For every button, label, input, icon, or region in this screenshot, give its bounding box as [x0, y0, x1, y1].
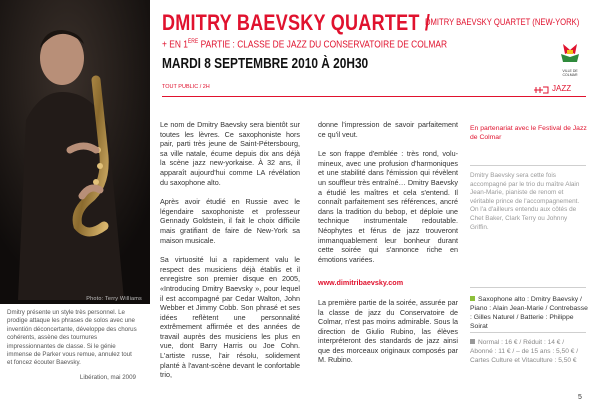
- genre-label: JAZZ: [552, 84, 572, 93]
- sidebar-divider: [470, 332, 586, 333]
- prices-text: Normal : 16 € / Réduit : 14 € / Abonné : 11 € / – de 15 ans : 5,50 € / Cartes Culture et Vitaculture : 5,50 €: [470, 339, 579, 364]
- photo-credit: Photo: Terry Williams: [86, 296, 142, 302]
- first-part-text: PARTIE : CLASSE DE JAZZ DU CONSERVATOIRE DE COLMAR: [198, 39, 448, 51]
- first-part-line: [162, 39, 447, 50]
- concert-date: MARDI 8 SEPTEMBRE 2010 À 20H30: [162, 56, 369, 72]
- band-personnel: [470, 295, 588, 331]
- colmar-logo-text: VILLE DE COLMAR: [562, 69, 578, 77]
- article-column-1: [160, 120, 300, 390]
- article-paragraph: La première partie de la soirée, assurée par la classe de jazz du Conservatoire de Colmar, n'est pas moins admirable. Sous la direction de Giulio Rubino, las élèves interpréteront des standards de jazz ainsi que des morceaux originaux composés par M. Rubino.: [318, 297, 458, 365]
- colmar-logo: [557, 42, 583, 77]
- article-paragraph: Après avoir étudié en Russie avec le légendaire saxophoniste et professeur Gennady Goldstein, il fait le choix difficile mais gratifiant de faire de New-York sa maison musicale.: [160, 197, 300, 245]
- article-paragraph: donne l'impression de savoir parfaitement ce qu'il veut.: [318, 120, 458, 139]
- artist-website-link[interactable]: www.dimitribaevsky.com: [318, 278, 404, 288]
- header-rule: [162, 96, 586, 97]
- article-column-2: [318, 120, 458, 375]
- saxophonist-illustration: [0, 0, 150, 304]
- saxophonist-photo: [0, 0, 150, 304]
- colmar-emblem-icon: [557, 42, 583, 64]
- page-number: 5: [578, 394, 582, 401]
- press-quote: Dmitry présente un style très personnel. Le prodige attaque les phrases de solos avec une inventión déconcertante, développe des chorus cohérents, assène des tournures impressionnantes de classe. Si le génie immense de Parker vous remue, annulez tout et foncez écouter Baevsky.: [7, 309, 137, 367]
- press-quote-source: Libération, mai 2009: [79, 374, 136, 381]
- article-paragraph: Sa virtuosité lui a rapidement valu le respect des musiciens déjà établis et il enregistre son premier disque en 2005, «Introducing Dmitry Baevsky », pour lequel il est accompagné par Cedar Walton, John Webber et Jimmy Cobb. Son phrasé et ses idées reflètent une personnalité extrêmement affirmée et des années de travail auprès des musiciens les plus en vue, dont Barry Harris ou Joe Cohn. L'artiste russe, l'air résolu, solidement planté à l'avant-scène devant le confortable trio,: [160, 255, 300, 380]
- sidebar-divider: [470, 287, 586, 288]
- first-part-sup: ÈRE: [187, 39, 199, 45]
- partnership-note: En partenariat avec le Festival de Jazz de Colmar: [470, 125, 587, 141]
- jazz-category-icon: [533, 86, 549, 94]
- sidebar-note: Dmitry Baevsky sera cette fois accompagné par le trio du maître Alain Jean-Marie, pianiste de renom et véritable prince de l'accompagnement. On l'a d'ailleurs entendu aux côtés de Chet Baker, Clark Terry ou Johnny Griffin.: [470, 172, 580, 231]
- bullet-square-icon: [470, 339, 475, 344]
- sidebar-divider: [470, 165, 586, 166]
- concert-subtitle: DMITRY BAEVSKY QUARTET (NEW-YORK): [425, 17, 580, 27]
- article-paragraph: Le son frappe d'emblée : très rond, volu-mineux, avec une profusion d'harmoniques et une stabilité dans l'émission qui révèlent un souffleur très entraîné… Dmitry Baevsky a étudié les maîtres et cela s'entend. Il connaît parfaitement ses références, ancré dans la tradition du bebop, et déploie une technique instrumentale redoutable. Néophytes et férus de jazz trouveront immanquablement leur bonheur durant cette soirée qui s'annonce riche en émotions variées.: [318, 149, 458, 264]
- article-paragraph: Le nom de Dmitry Baevsky sera bientôt sur toutes les lèvres. Ce saxophoniste hors pair, parti très jeune de Saint-Pétersbourg, sa ville natale, écume depuis dix ans déjà la scène jazz new-yorkaise. À 32 ans, il apparaît aujourd'hui comme LA révélation du saxophone alto.: [160, 120, 300, 187]
- audience-duration: TOUT PUBLIC / 2H: [162, 84, 210, 90]
- ticket-prices: [470, 338, 588, 365]
- first-part-prefix: + EN 1: [162, 39, 188, 51]
- concert-title: DMITRY BAEVSKY QUARTET /: [162, 10, 431, 35]
- bullet-square-icon: [470, 296, 475, 301]
- personnel-text: Saxophone alto : Dmitry Baevsky / Piano : Alain Jean-Marie / Contrebasse : Gilles Naturel / Batterie : Philippe Soirat: [470, 296, 588, 330]
